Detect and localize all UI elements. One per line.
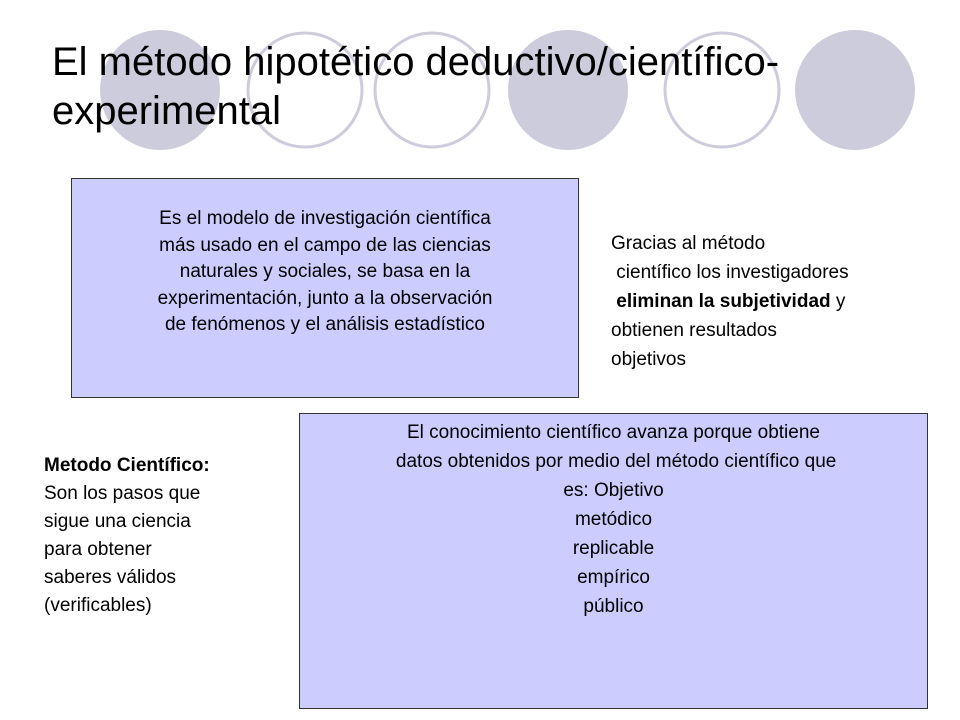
method-line-4: saberes válidos xyxy=(44,567,177,588)
subjectivity-emphasis: eliminan la subjetividad xyxy=(616,291,831,312)
definition-line-3: naturales y sociales, se basa en la xyxy=(179,261,471,282)
knowledge-line-5: replicable xyxy=(572,538,655,559)
knowledge-line-2: datos obtenidos por medio del método científico que xyxy=(390,451,837,472)
knowledge-line-3: es: Objetivo xyxy=(563,480,664,501)
knowledge-line-1: El conocimiento científico avanza porque obtiene xyxy=(407,422,820,443)
slide-title-line-2: experimental xyxy=(52,89,282,133)
method-definition xyxy=(44,452,274,620)
definition-line-2: más usado en el campo de las ciencias xyxy=(159,234,491,256)
knowledge-line-7: público xyxy=(583,596,644,617)
subjectivity-line-2: científico los investigadores xyxy=(611,262,849,283)
slide-title xyxy=(52,38,932,136)
slide-title-line-1: El método hipotético deductivo/científico- xyxy=(52,40,780,84)
knowledge-line-6: empírico xyxy=(577,567,650,588)
subjectivity-line-3 xyxy=(611,287,931,316)
subjectivity-line-3-rest: y xyxy=(830,291,846,312)
method-line-3: para obtener xyxy=(44,539,152,560)
subjectivity-line-1: Gracias al método xyxy=(611,233,766,254)
method-line-5: (verificables) xyxy=(44,595,152,616)
definition-line-4: experimentación, junto a la observación xyxy=(157,287,493,309)
knowledge-box xyxy=(299,413,928,709)
definition-box xyxy=(71,178,579,398)
subjectivity-note xyxy=(611,229,931,374)
method-heading: Metodo Científico: xyxy=(44,455,210,476)
knowledge-line-4: metódico xyxy=(574,509,653,530)
subjectivity-line-5: objetivos xyxy=(611,349,686,370)
method-line-1: Son los pasos que xyxy=(44,483,201,504)
definition-line-1: Es el modelo de investigación científica xyxy=(159,208,491,229)
subjectivity-line-4: obtienen resultados xyxy=(611,320,777,341)
method-line-2: sigue una ciencia xyxy=(44,511,191,532)
definition-line-5: de fenómenos y el análisis estadístico xyxy=(164,314,485,335)
